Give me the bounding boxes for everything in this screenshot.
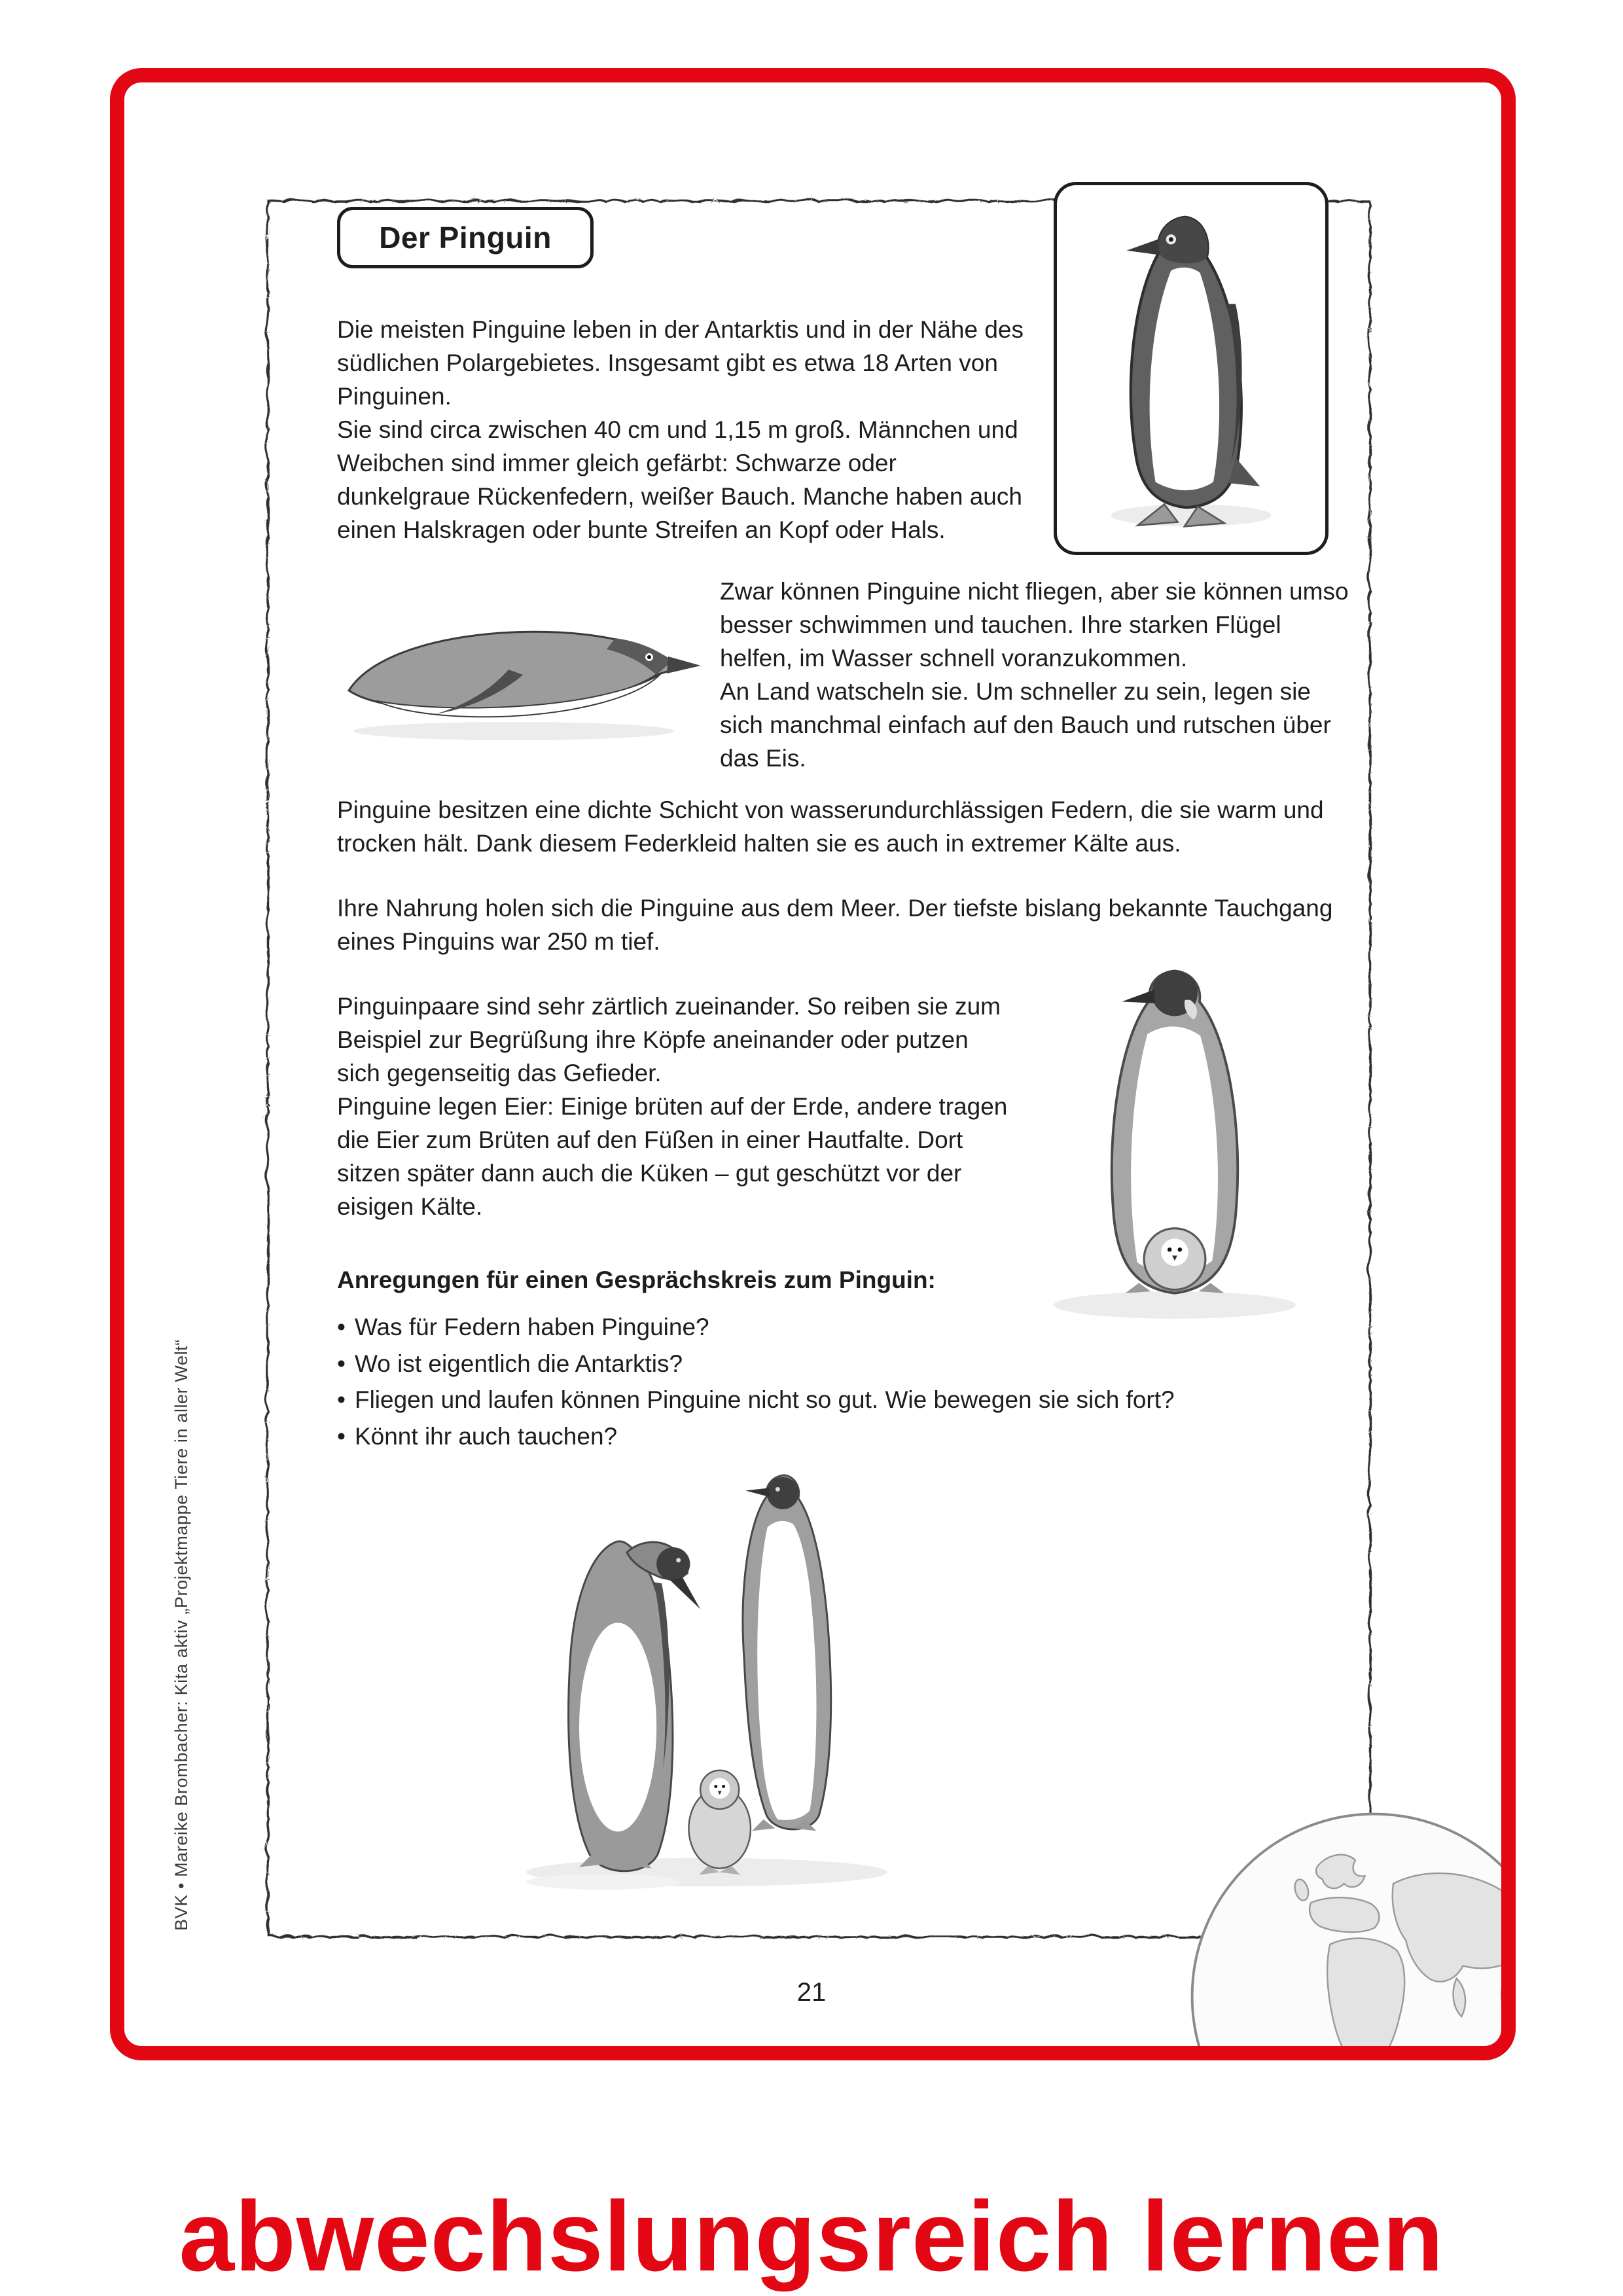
page-title: Der Pinguin (379, 221, 552, 255)
intro-paragraph-1: Die meisten Pinguine leben in der Antarktis und in der Nähe des südlichen Polargebietes. Insgesamt gibt es etwa 18 Arten von Pinguinen. (337, 316, 1024, 410)
globe-illustration (1185, 1806, 1501, 2046)
penguin-portrait-card (1054, 182, 1329, 555)
pairs-paragraph-2: Pinguine legen Eier: Einige brüten auf der Erde, andere tragen die Eier zum Brüten auf den Füßen in einer Hautfalte. Dort sitzen später dann auch die Küken – gut geschützt vor der eisigen Kälte. (337, 1093, 1008, 1221)
discussion-question-2: Wo ist eigentlich die Antarktis? (354, 1350, 683, 1377)
swimming-paragraph-2: An Land watscheln sie. Um schneller zu sein, legen sie sich manchmal einfach auf den Bauch und rutschen über das Eis. (720, 678, 1331, 772)
side-credit: BVK • Mareike Brombacher: Kita aktiv „Projektmappe Tiere in aller Welt“ (171, 1339, 191, 1931)
bullet-icon: • (337, 1314, 346, 1340)
swimming-paragraph-1: Zwar können Pinguine nicht fliegen, aber sie können umso besser schwimmen und tauchen. Ihre starken Flügel helfen, im Wasser schnell voranzukommen. (720, 578, 1349, 672)
discussion-question-3: Fliegen und laufen können Pinguine nicht so gut. Wie bewegen sie sich fort? (354, 1386, 1175, 1413)
pairs-paragraph-1: Pinguinpaare sind sehr zärtlich zueinander. So reiben sie zum Beispiel zur Begrüßung ihre Köpfe aneinander oder putzen sich gegenseitig das Gefieder. (337, 993, 1001, 1087)
page-number: 21 (796, 1978, 827, 2007)
intro-paragraph-2: Sie sind circa zwischen 40 cm und 1,15 m groß. Männchen und Weibchen sind immer gleich gefärbt: Schwarze oder dunkelgraue Rückenfedern, weißer Bauch. Manche haben auch einen Halskragen oder bunte Streifen an Kopf oder Hals. (337, 416, 1022, 544)
discussion-question-4: Könnt ihr auch tauchen? (354, 1422, 618, 1450)
food-text: Ihre Nahrung holen sich die Pinguine aus dem Meer. Der tiefste bislang bekannte Tauchgang eines Pinguins war 250 m tief. (337, 895, 1333, 956)
standing-penguin-illustration (1069, 197, 1313, 540)
bullet-icon: • (337, 1350, 346, 1377)
discussion-heading: Anregungen für einen Gesprächskreis zum Pinguin: (337, 1266, 936, 1293)
title-box (337, 207, 594, 268)
discussion-question-1: Was für Federn haben Pinguine? (354, 1314, 709, 1340)
bullet-icon: • (337, 1422, 346, 1450)
bullet-icon: • (337, 1386, 346, 1413)
footer-slogan: abwechslungsreich lernen (179, 2181, 1444, 2292)
feathers-text: Pinguine besitzen eine dichte Schicht von wasserundurchlässigen Federn, die sie warm und trocken hält. Dank diesem Federkleid halten sie es auch in extremer Kälte aus. (337, 797, 1324, 857)
